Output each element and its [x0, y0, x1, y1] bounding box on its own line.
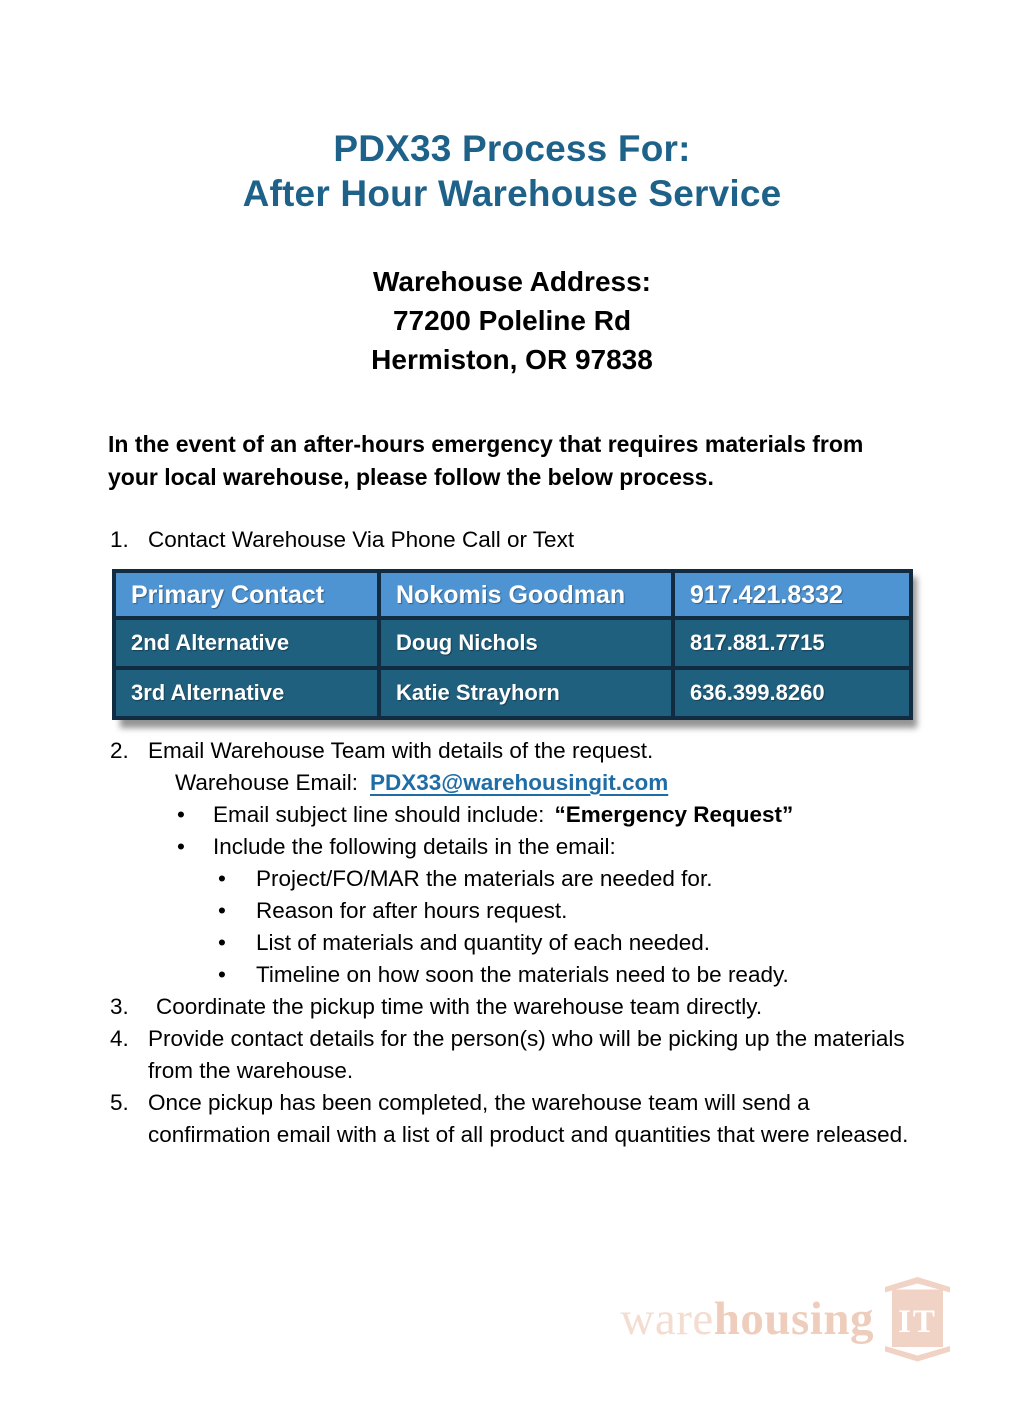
step-3-text: Coordinate the pickup time with the warehouse team directly. [156, 994, 763, 1019]
contact-role: 3rd Alternative [114, 668, 379, 718]
warehouse-email-link[interactable]: PDX33@warehousingit.com [370, 770, 669, 795]
detail-text: Project/FO/MAR the materials are needed for. [256, 866, 713, 891]
logo-badge-text: IT [898, 1304, 937, 1340]
step-1 [110, 524, 928, 556]
step-2 [110, 735, 928, 767]
table-row [114, 618, 911, 668]
address-heading: Warehouse Address: [373, 266, 651, 297]
bullet-subject-line [177, 799, 1024, 831]
subject-bold: “Emergency Request” [554, 802, 794, 827]
contact-role: Primary Contact [114, 571, 379, 618]
address-street: 77200 Poleline Rd [392, 305, 632, 336]
bullet-icon: • [218, 898, 226, 923]
subject-prefix: Email subject line should include: [213, 802, 545, 827]
address-city: Hermiston, OR 97838 [371, 344, 653, 375]
bullet-icon: • [177, 834, 185, 859]
detail-text: Timeline on how soon the materials need to be ready. [256, 962, 789, 987]
warehousing-it-logo [620, 1276, 952, 1363]
warehouse-email-line [175, 767, 1024, 799]
bullet-icon: • [177, 802, 185, 827]
contact-name: Katie Strayhorn [379, 668, 673, 718]
warehouse-address-block [0, 262, 1024, 379]
contact-role: 2nd Alternative [114, 618, 379, 668]
step-5-number: 5. [110, 1090, 129, 1115]
contact-name: Nokomis Goodman [379, 571, 673, 618]
step-1-text: Contact Warehouse Via Phone Call or Text [148, 527, 575, 552]
step-5-text: Once pickup has been completed, the warehouse team will send a confirmation email with a list of all product and quantities that were released. [148, 1090, 909, 1147]
logo-word-housing: housing [713, 1293, 874, 1345]
detail-bullet-materials [218, 927, 1024, 959]
step-1-number: 1. [110, 527, 129, 552]
step-3 [110, 991, 928, 1023]
detail-bullet-timeline [218, 959, 1024, 991]
title-line-2: After Hour Warehouse Service [242, 173, 782, 214]
bullet-subject-text [213, 799, 793, 831]
logo-word-ware: ware [620, 1293, 714, 1345]
table-row [114, 571, 911, 618]
title-line-1: PDX33 Process For: [333, 128, 691, 169]
contact-phone: 636.399.8260 [673, 668, 911, 718]
step-3-number: 3. [110, 994, 129, 1019]
process-steps [0, 524, 1024, 1151]
contact-phone: 817.881.7715 [673, 618, 911, 668]
include-label: Include the following details in the email: [213, 834, 616, 859]
page-title [0, 0, 1024, 216]
contact-phone: 917.421.8332 [673, 571, 911, 618]
detail-bullet-reason [218, 895, 1024, 927]
email-label: Warehouse Email: [175, 770, 358, 795]
table-row [114, 668, 911, 718]
contact-table [112, 569, 909, 720]
detail-text: Reason for after hours request. [256, 898, 568, 923]
intro-paragraph: In the event of an after-hours emergency that requires materials from your local warehouse, please follow the below process. [108, 431, 864, 490]
contact-name: Doug Nichols [379, 618, 673, 668]
step-4 [110, 1023, 928, 1087]
step-4-number: 4. [110, 1026, 129, 1051]
bullet-icon: • [218, 866, 226, 891]
bullet-include-details [177, 831, 1024, 863]
bullet-icon: • [218, 962, 226, 987]
logo-wordmark [620, 1293, 874, 1345]
step-2-number: 2. [110, 738, 129, 763]
step-2-text: Email Warehouse Team with details of the request. [148, 738, 654, 763]
step-4-text: Provide contact details for the person(s) who will be picking up the materials from the warehouse. [148, 1026, 905, 1083]
detail-text: List of materials and quantity of each needed. [256, 930, 711, 955]
warehouse-column-icon [883, 1276, 952, 1363]
step-5 [110, 1087, 928, 1151]
detail-bullet-project [218, 863, 1024, 895]
bullet-icon: • [218, 930, 226, 955]
